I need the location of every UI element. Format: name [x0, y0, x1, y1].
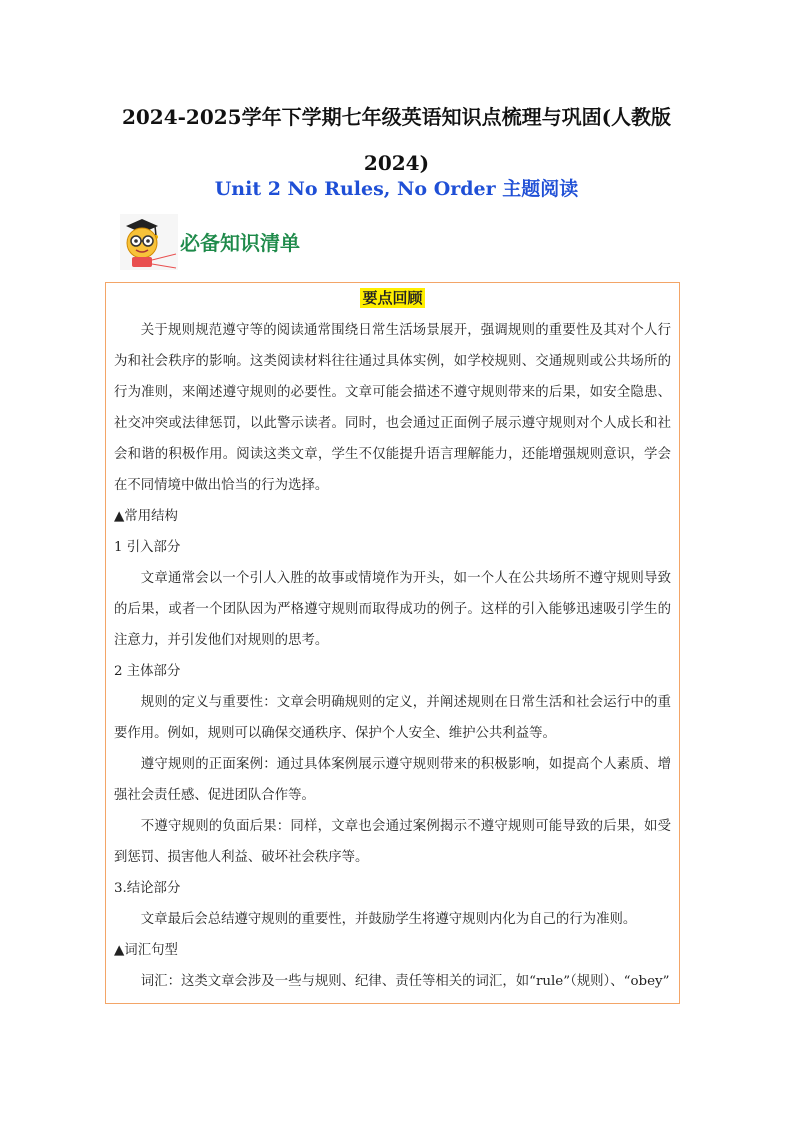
- part2-paragraph-3: 不遵守规则的负面后果：同样，文章也会通过案例揭示不遵守规则可能导致的后果，如受到惩罚、损害他人利益、破坏社会秩序等。: [114, 819, 671, 865]
- part2-paragraph-1: 规则的定义与重要性：文章会明确规则的定义，并阐述规则在日常生活和社会运行中的重要作用。例如，规则可以确保交通秩序、保护个人安全、维护公共利益等。: [114, 695, 671, 741]
- document-title: 2024-2025学年下学期七年级英语知识点梳理与巩固(人教版2024): [121, 105, 672, 175]
- part1-paragraph: 文章通常会以一个引人入胜的故事或情境作为开头，如一个人在公共场所不遵守规则导致的后果，或者一个团队因为严格遵守规则而取得成功的例子。这样的引入能够迅速吸引学生的注意力，并引发他们对规则的思考。: [114, 571, 671, 648]
- box-heading-label: 要点回顾: [362, 289, 423, 307]
- vocab-paragraph: 词汇：这类文章会涉及一些与规则、纪律、责任等相关的词汇，如“rule”（规则）、“obey”: [140, 974, 670, 989]
- vocab-heading: ▲词汇句型: [114, 943, 178, 958]
- part2-paragraph-2: 遵守规则的正面案例：通过具体案例展示遵守规则带来的积极影响，如提高个人素质、增强社会责任感、促进团队合作等。: [114, 757, 671, 803]
- part3-paragraph: 文章最后会总结遵守规则的重要性，并鼓励学生将遵守规则内化为自己的行为准则。: [140, 912, 637, 927]
- intro-paragraph: 关于规则规范遵守等的阅读通常围绕日常生活场景展开，强调规则的重要性及其对个人行为和社会秩序的影响。这类阅读材料往往通过具体实例，如学校规则、交通规则或公共场所的行为准则，来阐述遵守规则的必要性。文章可能会描述不遵守规则带来的后果，如安全隐患、社交冲突或法律惩罚，以此警示读者。同时，也会通过正面例子展示遵守规则对个人成长和社会和谐的积极作用。阅读这类文章，学生不仅能提升语言理解能力，还能增强规则意识，学会在不同情境中做出恰当的行为选择。: [114, 323, 671, 493]
- part3-heading: 3.结论部分: [114, 881, 181, 896]
- scholar-mascot-icon: [120, 214, 178, 270]
- key-points-box: [105, 282, 680, 1004]
- part1-heading: 1 引入部分: [114, 540, 181, 555]
- document-subtitle: Unit 2 No Rules, No Order 主题阅读: [214, 178, 579, 200]
- structure-heading: ▲常用结构: [114, 509, 178, 524]
- box-content: [106, 311, 679, 997]
- section-header: [120, 214, 300, 270]
- box-heading: [106, 287, 679, 311]
- part2-heading: 2 主体部分: [114, 664, 181, 679]
- section-title: 必备知识清单: [180, 230, 300, 255]
